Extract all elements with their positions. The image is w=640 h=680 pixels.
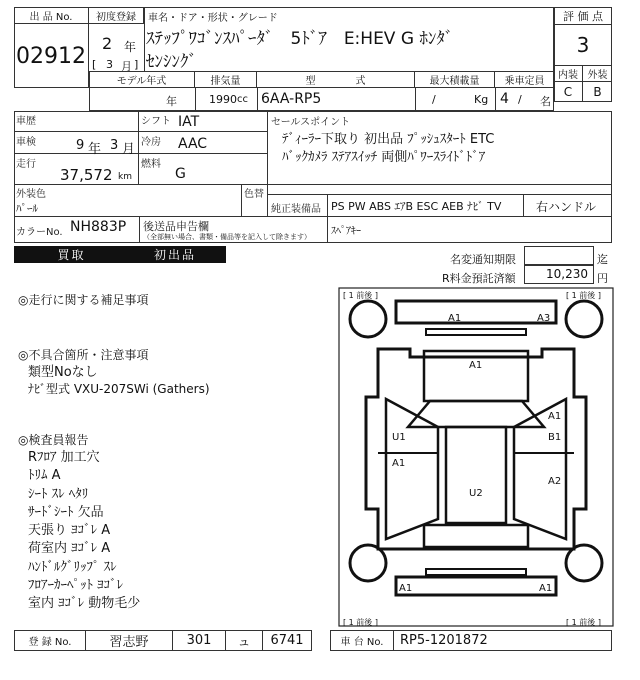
inspector-line-3: ｻｰﾄﾞｼｰﾄ 欠品: [28, 505, 104, 520]
mark-front-bumper-left: A1: [448, 313, 462, 324]
color-no-label: カラーNo.: [16, 227, 63, 238]
recycle-value: 10,230: [546, 267, 588, 281]
inspector-line-4: 天張り ﾖｺﾞﾚ A: [28, 523, 111, 538]
capacity-unit: 名: [540, 95, 551, 108]
car-name-line2: ｾﾝｼﾝｸﾞ: [146, 52, 197, 72]
chassis-number: RP5-1201872: [400, 633, 488, 648]
inspector-title: ◎検査員報告: [18, 433, 89, 447]
ac-label: 冷房: [141, 137, 161, 148]
chassis-block: [330, 630, 612, 651]
displacement-unit: cc: [237, 94, 248, 105]
spec-divider-3: [415, 88, 416, 111]
front-bumper-inner: [426, 329, 526, 335]
reg-month-bracket: [: [92, 58, 97, 71]
ext-color-value: ﾊﾟｰﾙ: [16, 202, 38, 215]
exterior-grade: B: [593, 85, 602, 99]
purchase-button[interactable]: 買取: [14, 246, 129, 263]
sales-point-label: セールスポイント: [271, 117, 351, 128]
mark-left-rear-door: A1: [392, 458, 406, 469]
mileage-value: 37,572: [60, 166, 113, 184]
reg-divider: [144, 7, 145, 71]
handle-value: 右ハンドル: [536, 200, 597, 214]
history-label: 車歴: [16, 116, 36, 127]
front-bumper-outline: [396, 301, 556, 323]
reg-year-unit: 年: [124, 40, 137, 54]
model-year-label: モデル年式: [89, 71, 195, 87]
spec-divider-4: [495, 88, 496, 111]
aftermarket-note: （全部無い場合、書類・備品等を記入して除きます）: [143, 233, 311, 241]
fuel-label: 燃料: [141, 159, 161, 170]
color-change-label: 色替: [244, 189, 264, 200]
chassis-label: 車 台 No.: [331, 631, 394, 650]
detail-divider: [267, 111, 268, 194]
name-change-unit: 迄: [597, 253, 608, 266]
mark-rear-bumper-left: A1: [399, 583, 413, 594]
recycle-unit: 円: [597, 272, 608, 285]
reg-month-unit: 月: [121, 60, 132, 73]
sales-point-line1: ﾃﾞｨｰﾗｰ下取り 初出品 ﾌﾟｯｼｭｽﾀｰﾄ ETC: [282, 132, 495, 147]
model-year-unit: 年: [166, 95, 177, 108]
aftermarket-divider-2: [327, 217, 328, 243]
car-name-line1: ｽﾃｯﾌﾟﾜｺﾞﾝｽﾊﾟｰﾀﾞ 5ﾄﾞｱ E:HEV G ﾎﾝﾀﾞ: [146, 29, 454, 49]
roof: [446, 427, 506, 523]
inspector-line-5: 荷室内 ﾖｺﾞﾚ A: [28, 541, 111, 556]
mark-right-front-door: A1: [548, 411, 562, 422]
reg-year: 2: [102, 34, 113, 53]
defect-line-0: 類型Noなし: [28, 365, 98, 380]
ac-value: AAC: [178, 136, 208, 152]
shift-value: IAT: [178, 114, 200, 130]
lot-number: 02912: [14, 24, 89, 88]
aftermarket-value: ｽﾍﾟｱｷｰ: [331, 226, 361, 237]
first-listing-button[interactable]: 初出品: [124, 246, 226, 263]
interior-grade: C: [554, 82, 583, 102]
spec-header: [89, 71, 554, 88]
inspector-line-1: ﾄﾘﾑ A: [28, 468, 61, 483]
score-value: 3: [576, 33, 590, 57]
name-change-label: 名変通知期限: [450, 253, 516, 266]
load-label: 最大積載量: [415, 71, 495, 87]
mark-front-bumper-right: A3: [537, 313, 551, 324]
wheel-front-left: [350, 301, 386, 337]
left-doors: [386, 399, 438, 539]
rear-bumper-inner: [426, 569, 526, 575]
corner-label-bottom-right: [ 1 前後 ]: [566, 618, 601, 627]
inspector-line-7: ﾌﾛｱｰｶｰﾍﾟｯﾄ ﾖｺﾞﾚ: [28, 578, 124, 593]
type-label: 型 式: [257, 71, 415, 87]
inspector-line-2: ｼｰﾄ ｽﾚ ﾍﾀﾘ: [28, 487, 89, 502]
registration-label: 登 録 No.: [15, 631, 86, 650]
defect-line-1: ﾅﾋﾞ型式 VXU-207SWi (Gathers): [28, 382, 210, 396]
corner-label-bottom-left: [ 1 前後 ]: [343, 618, 378, 627]
shaken-year: 9: [76, 138, 85, 153]
mark-left-front-door: U1: [392, 432, 406, 443]
first-reg-label: 初度登録: [89, 7, 144, 24]
car-damage-diagram: [338, 287, 614, 627]
capacity-label: 乗車定員: [504, 75, 545, 87]
rear-bumper: [396, 577, 556, 595]
inspector-line-0: Rﾌﾛｱ 加工穴: [28, 450, 100, 465]
mark-hood: A1: [469, 360, 483, 371]
type-value: 6AA-RP5: [261, 91, 322, 107]
corner-label-top-left: [ 1 前後 ]: [343, 291, 378, 300]
shaken-month: 3: [110, 138, 119, 153]
aftermarket-divider: [139, 217, 140, 243]
mark-roof: U2: [469, 488, 483, 499]
ext-color-label: 外装色: [16, 189, 46, 200]
handle-divider: [523, 194, 524, 217]
defect-notes-title: ◎不具合箇所・注意事項: [18, 348, 149, 362]
wheel-front-right: [566, 301, 602, 337]
car-name-label: 車名・ドア・形状・グレード: [148, 13, 278, 24]
mark-right-mid-door: B1: [548, 432, 562, 443]
driving-notes-title: ◎走行に関する補足事項: [18, 293, 149, 307]
sales-point-line2: ﾊﾞｯｸｶﾒﾗ ｽﾃｱｽｲｯﾁ 両側ﾊﾟﾜｰｽﾗｲﾄﾞﾄﾞｱ: [282, 150, 486, 165]
shaken-label: 車検: [16, 137, 36, 148]
registration-kana: ュ: [226, 631, 263, 650]
spec-divider-1: [195, 88, 196, 111]
displacement-value: 1990: [209, 93, 237, 106]
corner-label-top-right: [ 1 前後 ]: [566, 291, 601, 300]
registration-class: 301: [173, 631, 226, 650]
equipment-divider: [327, 194, 328, 217]
load-unit: Kg: [474, 93, 489, 106]
interior-label: 内装: [554, 65, 583, 82]
name-change-box: [524, 246, 594, 265]
color-no-value: NH883P: [70, 219, 127, 235]
shaken-month-unit: 月: [122, 142, 136, 157]
exterior-label: 外装: [583, 65, 612, 82]
equipment-value: PS PW ABS ｴｱB ESC AEB ﾅﾋﾞ TV: [331, 200, 502, 213]
equipment-label: 純正装備品: [271, 204, 321, 215]
reg-month: 3: [106, 58, 113, 71]
shaken-year-unit: 年: [88, 142, 102, 157]
inspector-line-8: 室内 ﾖｺﾞﾚ 動物毛少: [28, 596, 141, 611]
reg-month-bracket-close: ]: [134, 58, 139, 71]
registration-area: 習志野: [86, 631, 173, 650]
rear-window: [424, 525, 528, 547]
lot-label: 出 品 No.: [14, 7, 89, 24]
load-sep: /: [432, 93, 436, 106]
score-label: 評 価 点: [554, 7, 612, 25]
fuel-value: G: [175, 166, 186, 182]
mark-right-rear-door: A2: [548, 476, 562, 487]
body-outline: [366, 349, 586, 549]
aftermarket-label: 後送品申告欄: [143, 220, 209, 233]
spec-divider-2: [257, 88, 258, 111]
recycle-label: R料金預託済額: [442, 272, 516, 285]
mark-rear-bumper-right: A1: [539, 583, 553, 594]
registration-number: 6741: [270, 633, 304, 648]
displacement-label: 排気量: [195, 71, 257, 87]
capacity-value: 4: [500, 91, 509, 107]
shift-label: シフト: [141, 116, 171, 127]
registration-block: [14, 630, 312, 651]
capacity-sep: /: [518, 93, 522, 106]
mileage-label: 走行: [16, 159, 36, 170]
mileage-unit: km: [118, 172, 132, 182]
inspector-line-6: ﾊﾝﾄﾞﾙｸﾞﾘｯﾌﾟ ｽﾚ: [28, 560, 117, 575]
